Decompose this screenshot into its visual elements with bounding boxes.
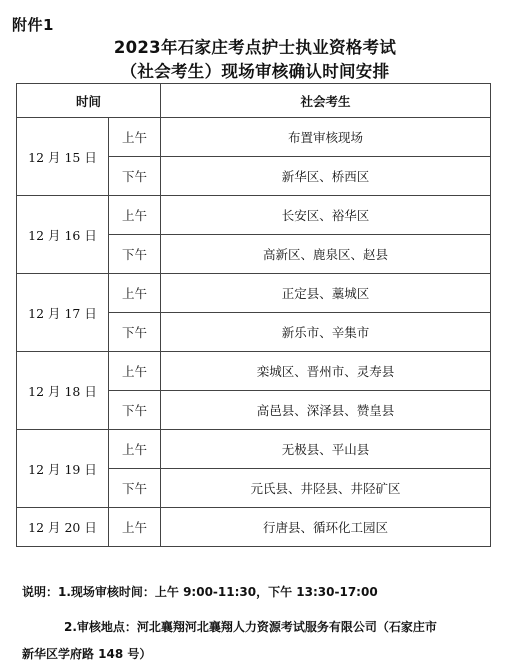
table-row xyxy=(17,352,491,391)
attachment-label: 附件1 xyxy=(12,16,54,34)
areas-cell: 高新区、鹿泉区、赵县 xyxy=(161,235,491,274)
table-header-row xyxy=(17,84,491,118)
table-row xyxy=(17,118,491,157)
areas-cell: 新乐市、辛集市 xyxy=(161,313,491,352)
areas-cell: 正定县、藁城区 xyxy=(161,274,491,313)
column-header-time: 时间 xyxy=(17,84,161,118)
review-schedule-table xyxy=(16,83,491,547)
column-header-candidates: 社会考生 xyxy=(161,84,491,118)
areas-cell: 元氏县、井陉县、井陉矿区 xyxy=(161,469,491,508)
half-day-cell: 上午 xyxy=(109,352,161,391)
note-review-time: 说明：1.现场审核时间：上午 9:00-11:30，下午 13:30-17:00 xyxy=(22,585,378,599)
half-day-cell: 下午 xyxy=(109,235,161,274)
table-row xyxy=(17,430,491,469)
areas-cell: 栾城区、晋州市、灵寿县 xyxy=(161,352,491,391)
table-row xyxy=(17,274,491,313)
half-day-cell: 上午 xyxy=(109,118,161,157)
document-title-line-1: 2023年石家庄考点护士执业资格考试 xyxy=(113,38,397,57)
areas-cell: 新华区、桥西区 xyxy=(161,157,491,196)
date-cell: 12 月 20 日 xyxy=(17,508,109,547)
date-cell: 12 月 19 日 xyxy=(17,430,109,508)
areas-cell: 无极县、平山县 xyxy=(161,430,491,469)
areas-cell: 高邑县、深泽县、赞皇县 xyxy=(161,391,491,430)
table-row xyxy=(17,508,491,547)
half-day-cell: 上午 xyxy=(109,430,161,469)
areas-cell: 行唐县、循环化工园区 xyxy=(161,508,491,547)
half-day-cell: 下午 xyxy=(109,157,161,196)
areas-cell: 布置审核现场 xyxy=(161,118,491,157)
date-cell: 12 月 17 日 xyxy=(17,274,109,352)
note-review-location: 2.审核地点：河北襄翔河北襄翔人力资源考试服务有限公司（石家庄市 xyxy=(64,620,437,634)
half-day-cell: 上午 xyxy=(109,274,161,313)
table-row xyxy=(17,196,491,235)
areas-cell: 长安区、裕华区 xyxy=(161,196,491,235)
document-title-line-2: （社会考生）现场审核确认时间安排 xyxy=(120,62,390,81)
half-day-cell: 下午 xyxy=(109,313,161,352)
note-review-location-continued: 新华区学府路 148 号） xyxy=(22,647,152,661)
half-day-cell: 上午 xyxy=(109,508,161,547)
half-day-cell: 下午 xyxy=(109,391,161,430)
half-day-cell: 上午 xyxy=(109,196,161,235)
half-day-cell: 下午 xyxy=(109,469,161,508)
date-cell: 12 月 16 日 xyxy=(17,196,109,274)
date-cell: 12 月 18 日 xyxy=(17,352,109,430)
date-cell: 12 月 15 日 xyxy=(17,118,109,196)
